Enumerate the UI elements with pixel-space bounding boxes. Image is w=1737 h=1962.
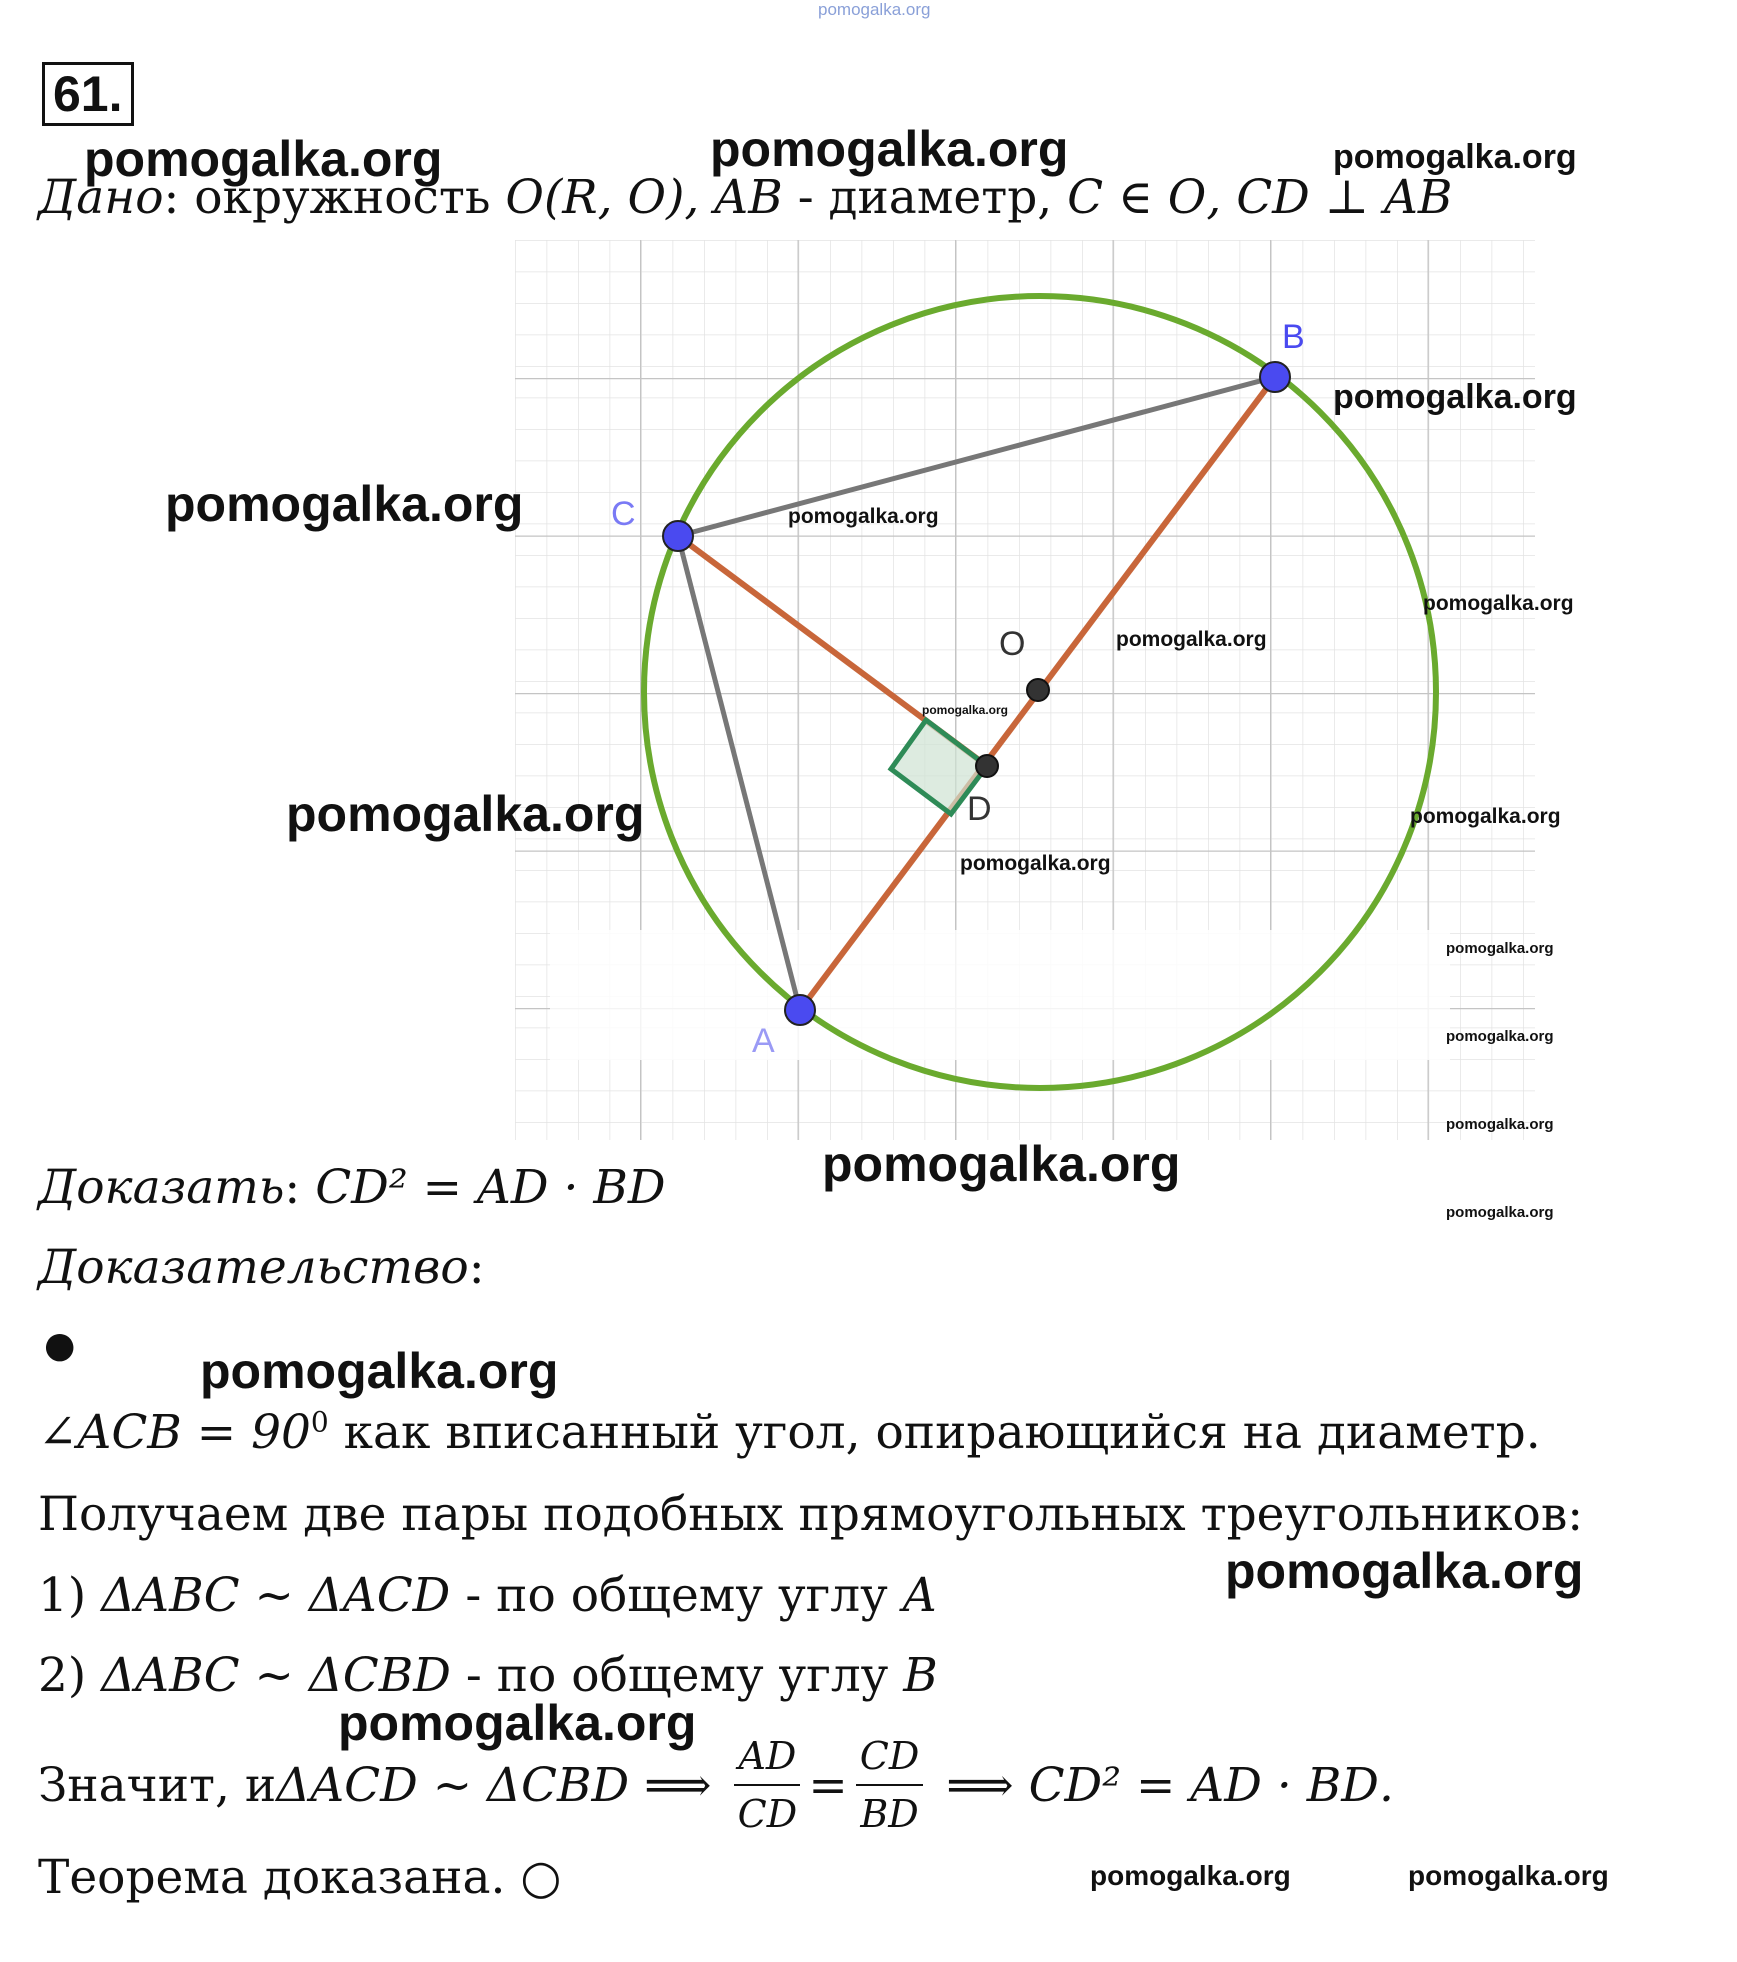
fraction-cd-bd — [856, 1728, 924, 1842]
faded-band — [550, 930, 1450, 1060]
colon: : — [468, 1240, 485, 1295]
given-expr: 𝑂(𝑅, 𝑂), 𝐴𝐵 — [505, 170, 783, 225]
proof-line-2: Получаем две пары подобных прямоугольных треугольников: — [38, 1487, 1584, 1542]
point-b — [1260, 362, 1290, 392]
similarity-expr: Δ𝐴𝐵𝐶 ~ Δ𝐶𝐵𝐷 — [101, 1648, 451, 1703]
watermark: pomogalka.org — [1090, 1860, 1291, 1891]
angle-var: 𝐵 — [903, 1648, 938, 1703]
line-text: как вписанный угол, опирающийся на диаметр. — [328, 1405, 1541, 1460]
watermark: pomogalka.org — [200, 1343, 559, 1399]
item-number: 2) — [38, 1648, 102, 1703]
label-c: C — [611, 495, 636, 533]
watermark: pomogalka.org — [922, 703, 1009, 717]
point-c — [663, 521, 693, 551]
implies: ⟹ — [931, 1757, 1029, 1813]
given-text: - диаметр, — [782, 170, 1068, 225]
line-text: - по общему углу — [450, 1648, 904, 1703]
numerator: 𝐶𝐷 — [856, 1728, 924, 1786]
proof-line-5 — [38, 1728, 1394, 1842]
watermark: pomogalka.org — [1423, 592, 1574, 615]
angle-var: 𝐴 — [902, 1568, 937, 1623]
similarity-expr: Δ𝐴𝐵𝐶 ~ Δ𝐴𝐶𝐷 — [101, 1568, 451, 1623]
watermark: pomogalka.org — [960, 852, 1111, 875]
given-label: Дано — [38, 170, 164, 225]
label-o: O — [999, 625, 1026, 663]
angle-expr: ∠𝐴𝐶𝐵 = 90 — [38, 1405, 311, 1460]
watermark: pomogalka.org — [788, 505, 939, 528]
similarity-expr: Δ𝐴𝐶𝐷 ~ Δ𝐶𝐵𝐷 — [276, 1757, 630, 1813]
watermark: pomogalka.org — [822, 1136, 1181, 1192]
watermark: pomogalka.org — [1408, 1860, 1609, 1891]
watermark: pomogalka.org — [1446, 1116, 1554, 1133]
denominator: 𝐶𝐷 — [737, 1792, 798, 1836]
proof-label-line — [38, 1240, 485, 1295]
result-expr: 𝐶𝐷² = 𝐴𝐷 · 𝐵𝐷. — [1028, 1757, 1394, 1813]
equals: = — [808, 1757, 848, 1813]
label-a: A — [752, 1022, 775, 1060]
watermark: pomogalka.org — [1446, 940, 1554, 957]
prove-label: Доказать — [38, 1160, 285, 1215]
implies: ⟹ — [629, 1757, 727, 1813]
watermark: pomogalka.org — [338, 1695, 697, 1751]
point-a — [785, 995, 815, 1025]
proof-line-3 — [38, 1568, 937, 1623]
watermark: pomogalka.org — [1333, 138, 1577, 176]
watermark: pomogalka.org — [1410, 805, 1561, 828]
top-watermark: pomogalka.org — [818, 0, 931, 19]
proof-label: Доказательство — [38, 1240, 469, 1295]
line-text: - по общему углу — [450, 1568, 903, 1623]
watermark: pomogalka.org — [1446, 1204, 1554, 1221]
proof-line-1 — [38, 1405, 1541, 1460]
watermark: pomogalka.org — [165, 476, 524, 532]
bullet: ● — [44, 1325, 76, 1366]
watermark: pomogalka.org — [1446, 1028, 1554, 1045]
colon: : — [284, 1160, 316, 1215]
watermark: pomogalka.org — [1225, 1543, 1584, 1599]
label-b: B — [1282, 318, 1305, 356]
watermark: pomogalka.org — [1116, 628, 1267, 651]
problem-number: 61. — [42, 62, 134, 126]
fraction-ad-cd — [734, 1728, 800, 1842]
item-number: 1) — [38, 1568, 102, 1623]
watermark: pomogalka.org — [1333, 378, 1577, 416]
watermark: pomogalka.org — [84, 131, 443, 187]
numerator: 𝐴𝐷 — [734, 1728, 800, 1786]
prove-line — [38, 1160, 666, 1215]
proof-conclusion: Теорема доказана. ○ — [38, 1850, 562, 1905]
given-text: : окружность — [163, 170, 506, 225]
watermark: pomogalka.org — [286, 786, 645, 842]
label-d: D — [967, 790, 992, 828]
given-expr: 𝐶 ∈ 𝑂, 𝐶𝐷 ⊥ 𝐴𝐵 — [1067, 170, 1453, 225]
denominator: 𝐵𝐷 — [860, 1792, 919, 1836]
line-text: Значит, и — [38, 1757, 277, 1813]
point-o — [1027, 679, 1049, 701]
point-d — [976, 755, 998, 777]
prove-expr: 𝐶𝐷² = 𝐴𝐷 · 𝐵𝐷 — [315, 1160, 666, 1215]
degree-sup: 0 — [310, 1405, 329, 1439]
geometry-diagram — [515, 240, 1535, 1140]
given-line — [38, 170, 1452, 225]
watermark: pomogalka.org — [710, 121, 1069, 177]
